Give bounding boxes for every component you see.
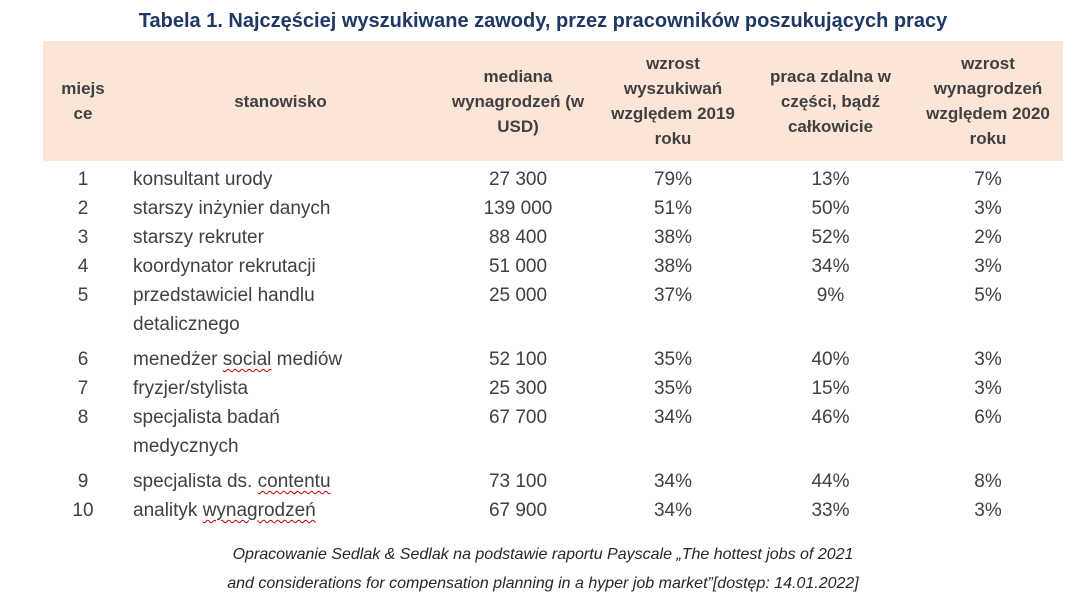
table-row (43, 374, 1063, 403)
cell-search-growth: 51% (653, 198, 693, 219)
header-salary-growth: wzrost wynagrodzeń względem 2020 roku (926, 54, 1050, 148)
table-header (43, 41, 1063, 161)
cell-position (123, 467, 438, 496)
cell-remote: 46% (811, 407, 850, 428)
cell-salary: 27 300 (488, 169, 548, 190)
table-row (43, 496, 1063, 525)
header-rank: miejsce (61, 79, 105, 123)
table-row (43, 281, 1063, 339)
spellcheck-word: social (222, 349, 272, 370)
cell-rank: 8 (77, 407, 89, 428)
cell-remote: 33% (811, 500, 850, 521)
table-row (43, 403, 1063, 461)
cell-salary: 67 900 (488, 500, 548, 521)
table-row (43, 252, 1063, 281)
cell-position: konsultant urody (133, 169, 273, 190)
cell-position: starszy inżynier danych (133, 198, 331, 219)
cell-remote: 34% (811, 256, 850, 277)
header-search-growth: wzrost wyszukiwań względem 2019 roku (611, 54, 735, 148)
cell-salary-growth: 5% (974, 285, 1002, 306)
cell-rank: 3 (77, 227, 89, 248)
cell-search-growth: 34% (653, 407, 693, 428)
cell-salary-growth: 3% (974, 349, 1002, 370)
position-part: specjalista ds. (133, 471, 258, 492)
cell-rank: 6 (77, 349, 89, 370)
cell-rank: 1 (77, 169, 89, 190)
cell-salary-growth: 3% (974, 500, 1002, 521)
cell-salary-growth: 3% (974, 198, 1002, 219)
cell-position (123, 496, 438, 525)
table-title: Tabela 1. Najczęściej wyszukiwane zawody, przez pracowników poszukujących pracy (138, 10, 948, 32)
cell-search-growth: 34% (653, 471, 693, 492)
cell-salary: 88 400 (488, 227, 548, 248)
header-position: stanowisko (234, 91, 327, 111)
cell-rank: 2 (77, 198, 89, 219)
cell-salary: 139 000 (483, 198, 553, 219)
position-part: analityk (133, 500, 203, 521)
cell-remote: 15% (811, 378, 850, 399)
cell-rank: 4 (77, 256, 89, 277)
jobs-table (43, 41, 1063, 525)
cell-salary-growth: 3% (974, 378, 1002, 399)
cell-salary: 51 000 (488, 256, 548, 277)
spellcheck-word: contentu (257, 471, 331, 492)
position-part: menedżer (133, 349, 223, 370)
header-salary: mediana wynagrodzeń (w USD) (451, 66, 585, 136)
cell-salary-growth: 3% (974, 256, 1002, 277)
cell-search-growth: 35% (653, 349, 693, 370)
cell-salary: 52 100 (488, 349, 548, 370)
header-remote: praca zdalna w części, bądź całkowicie (770, 66, 891, 136)
cell-position (123, 345, 438, 374)
cell-remote: 52% (811, 227, 850, 248)
position-part: mediów (271, 349, 343, 370)
table-row (43, 223, 1063, 252)
cell-salary: 25 000 (488, 285, 548, 306)
table-body (43, 165, 1063, 525)
cell-remote: 40% (811, 349, 850, 370)
cell-rank: 9 (77, 471, 89, 492)
table-row (43, 194, 1063, 223)
cell-rank: 10 (72, 500, 94, 521)
source-note (0, 540, 1086, 598)
cell-remote: 13% (811, 169, 850, 190)
cell-position: starszy rekruter (133, 227, 264, 248)
cell-salary: 25 300 (488, 378, 548, 399)
spellcheck-word: wynagrodzeń (202, 500, 316, 521)
cell-salary-growth: 2% (974, 227, 1002, 248)
cell-salary-growth: 7% (974, 169, 1002, 190)
cell-rank: 5 (77, 285, 89, 306)
cell-search-growth: 37% (653, 285, 693, 306)
table-row (43, 467, 1063, 496)
cell-search-growth: 79% (653, 169, 693, 190)
cell-search-growth: 38% (653, 227, 693, 248)
cell-remote: 44% (811, 471, 850, 492)
table-row (43, 345, 1063, 374)
cell-search-growth: 38% (653, 256, 693, 277)
cell-salary-growth: 8% (974, 471, 1002, 492)
source-line-2: and considerations for compensation planning in a hyper job market”[dostęp: 14.01.2022] (227, 575, 859, 592)
cell-remote: 50% (811, 198, 850, 219)
cell-position: przedstawiciel handlu detalicznego (133, 285, 315, 335)
cell-rank: 7 (77, 378, 89, 399)
cell-search-growth: 34% (653, 500, 693, 521)
table-row (43, 165, 1063, 194)
cell-salary-growth: 6% (974, 407, 1002, 428)
source-line-1: Opracowanie Sedlak & Sedlak na podstawie raportu Payscale „The hottest jobs of 2021 (232, 546, 854, 563)
cell-position: fryzjer/stylista (133, 378, 249, 399)
cell-salary: 67 700 (488, 407, 548, 428)
cell-remote: 9% (816, 285, 845, 306)
cell-position: koordynator rekrutacji (133, 256, 316, 277)
cell-salary: 73 100 (488, 471, 548, 492)
cell-search-growth: 35% (653, 378, 693, 399)
cell-position: specjalista badań medycznych (133, 407, 280, 457)
